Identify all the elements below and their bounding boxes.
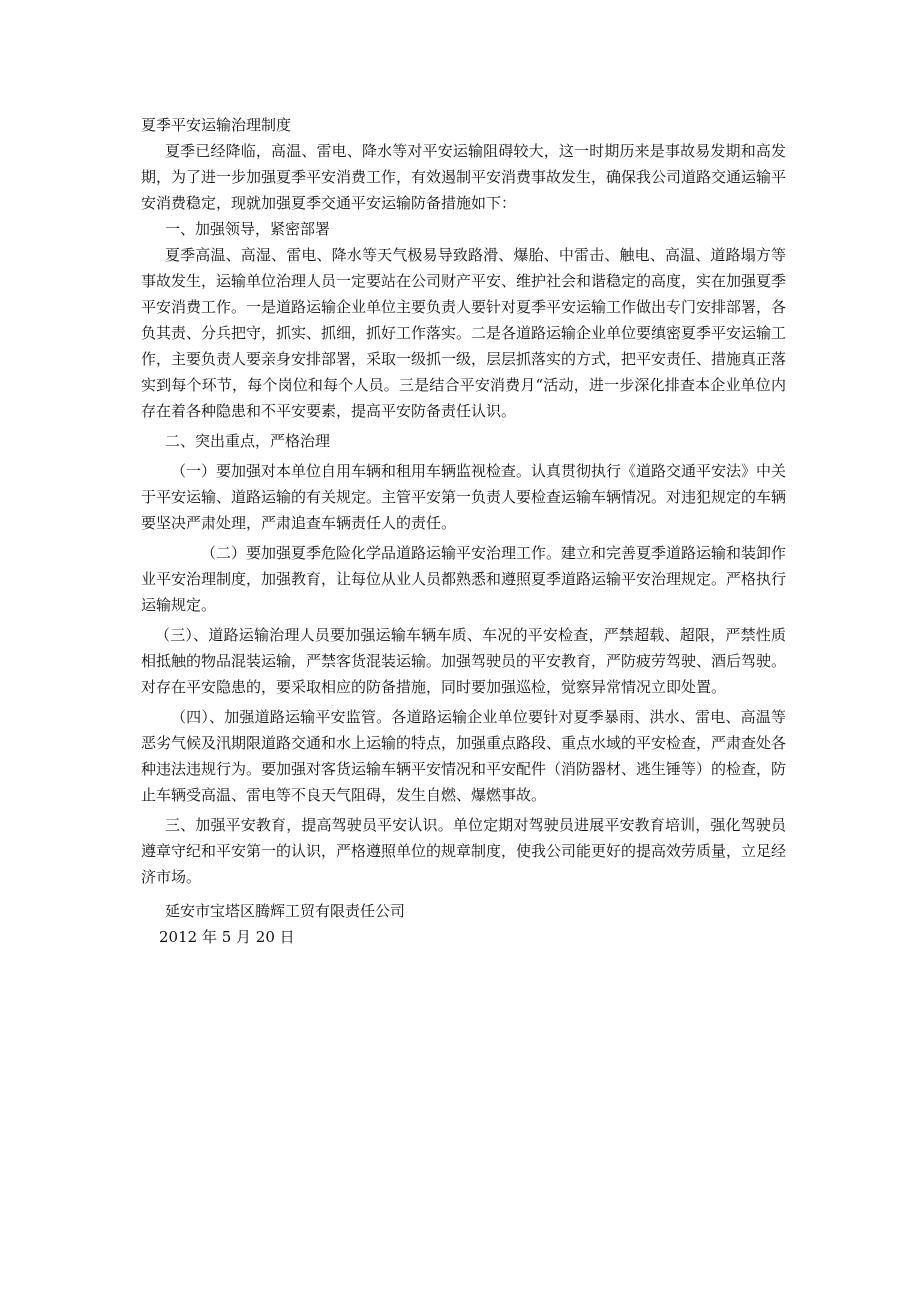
- company-signature: 延安市宝塔区腾辉工贸有限责任公司: [165, 902, 406, 920]
- section1-heading: 一、加强领导，紧密部署: [165, 220, 331, 238]
- section2-item4: （四）、加强道路运输平安监管。各道路运输企业单位要针对夏季暴雨、洪水、雷电、高温等恶劣气候及汛期限道路交通和水上运输的特点，加强重点路段、重点水域的平安检查，严肃查处各种违法违规行为。要加强对客货运输车辆平安情况和平安配件（消防器材、逃生锤等）的检查，防止车辆受高温、雷电等不良天气阻碍，发生自燃、爆燃事故。: [141, 708, 787, 804]
- section2-item3: （三）、道路运输治理人员要加强运输车辆车质、车况的平安检查，严禁超载、超限，严禁性质相抵触的物品混装运输，严禁客货混装运输。加强驾驶员的平安教育，严防疲劳驾驶、酒后驾驶。对存在平安隐患的，要采取相应的防备措施，同时要加强巡检，觉察异常情况立即处置。: [141, 626, 787, 696]
- section1-body: 夏季高温、高湿、雷电、降水等天气极易导致路滑、爆胎、中雷击、触电、高温、道路塌方等事故发生，运输单位治理人员一定要站在公司财产平安、维护社会和谐稳定的高度，实在加强夏季平安消费工作。一是道路运输企业单位主要负责人要针对夏季平安运输工作做出专门安排部署，各负其责、分兵把守，抓实、抓细，抓好工作落实。二是各道路运输企业单位要缜密夏季平安运输工作，主要负责人要亲身安排部署，采取一级抓一级，层层抓落实的方式，把平安责任、措施真正落实到每个环节，每个岗位和每个人员。三是结合平安消费月“活动，进一步深化排查本企业单位内存在着各种隐患和不平安要素，提高平安防备责任认识。: [141, 246, 787, 420]
- section2-item1: （一）要加强对本单位自用车辆和租用车辆监视检查。认真贯彻执行《道路交通平安法》中关于平安运输、道路运输的有关规定。主管平安第一负责人要检查运输车辆情况。对违犯规定的车辆要坚决严肃处理，严肃追查车辆责任人的责任。: [141, 462, 787, 532]
- document-date: 2012 年 5 月 20 日: [159, 928, 295, 946]
- intro-paragraph: 夏季已经降临，高温、雷电、降水等对平安运输阻碍较大，这一时期历来是事故易发期和高发期，为了进一步加强夏季平安消费工作，有效遏制平安消费事故发生，确保我公司道路交通运输平安消费稳定，现就加强夏季交通平安运输防备措施如下：: [141, 142, 787, 212]
- section2-item2: （二）要加强夏季危险化学品道路运输平安治理工作。建立和完善夏季道路运输和装卸作业平安治理制度，加强教育，让每位从业人员都熟悉和遵照夏季道路运输平安治理规定。严格执行运输规定。: [141, 544, 787, 614]
- document-page: [141, 112, 786, 950]
- section2-heading: 二、突出重点，严格治理: [165, 432, 331, 450]
- section3-body: 三、加强平安教育，提高驾驶员平安认识。单位定期对驾驶员进展平安教育培训，强化驾驶员遵章守纪和平安第一的认识，严格遵照单位的规章制度，使我公司能更好的提高效劳质量，立足经济市场。: [141, 816, 787, 886]
- document-title: 夏季平安运输治理制度: [141, 116, 292, 134]
